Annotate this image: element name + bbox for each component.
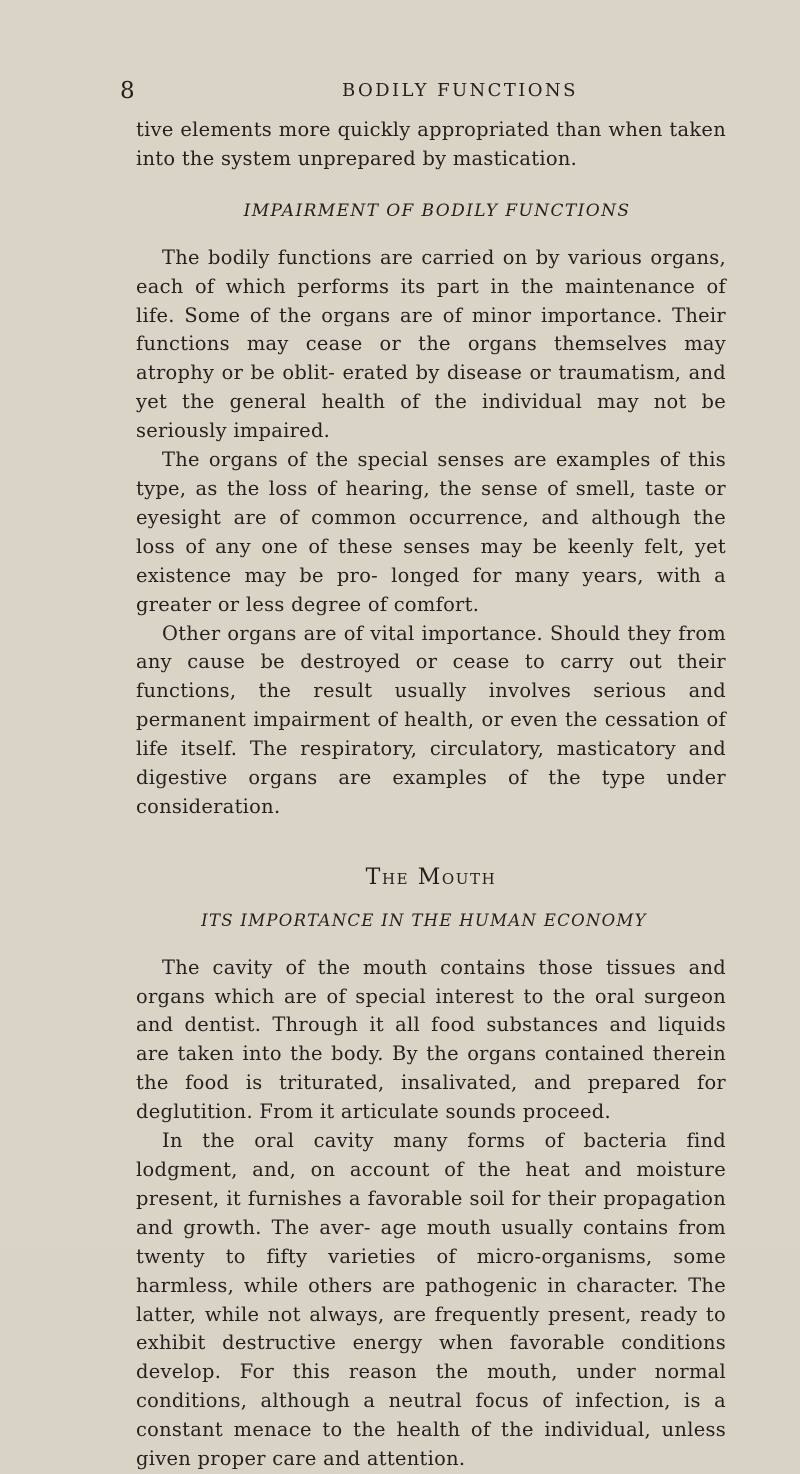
paragraph: Other organs are of vital importance. Should they from any cause be destroyed or cease to carry out their functions, the result usually involves serious and permanent impairment of health, or even the cessation of life itself. The respiratory, circulatory, masticatory and digestive organs are examples of the type under consideration.	[136, 621, 726, 818]
paragraph: The bodily functions are carried on by various organs, each of which performs its part in the maintenance of life. Some of the organs are of minor importance. Their functions may cease or the organs themselves may atrophy or be oblit- erated by disease or traumatism, and yet the general health of the individual may not be seriously impaired.	[136, 245, 726, 443]
continuation-paragraph: tive elements more quickly appropriated than when taken into the system unprepared by mastication.	[136, 118, 726, 170]
paragraph: In the oral cavity many forms of bacteria find lodgment, and, on account of the heat and moisture present, it furnishes a favorable soil for their propagation and growth. The aver- age mouth usually contains from twenty to fifty varieties of micro-organisms, some harmless, while others are pathogenic in character. The latter, while not always, are frequently present, ready to exhibit destructive energy when favorable conditions develop. For this reason the mouth, under normal conditions, although a neutral focus of infection, is a constant menace to the health of the individual, unless given proper care and attention.	[136, 1129, 726, 1471]
paragraph: The organs of the special senses are examples of this type, as the loss of hearing, the sense of smell, taste or eyesight are of common occurrence, and although the loss of any one of these senses may be keenly felt, yet existence may be pro- longed for many years, with a greater or less degree of comfort.	[136, 448, 726, 616]
section-heading-impairment: IMPAIRMENT OF BODILY FUNCTIONS	[243, 200, 631, 221]
body-text	[136, 116, 726, 1474]
running-title: BODILY FUNCTIONS	[342, 80, 578, 101]
section-heading-mouth: The Mouth	[365, 864, 497, 890]
paragraph: The cavity of the mouth contains those tissues and organs which are of special interest to the oral surgeon and dentist. Through it all food substances and liquids are taken into the body. By the organs contained therein the food is triturated, insalivated, and prepared for deglutition. From it articulate sounds proceed.	[136, 955, 726, 1124]
page-number: 8	[120, 78, 135, 104]
running-header	[120, 78, 740, 104]
subheading-importance: ITS IMPORTANCE IN THE HUMAN ECONOMY	[201, 910, 647, 930]
